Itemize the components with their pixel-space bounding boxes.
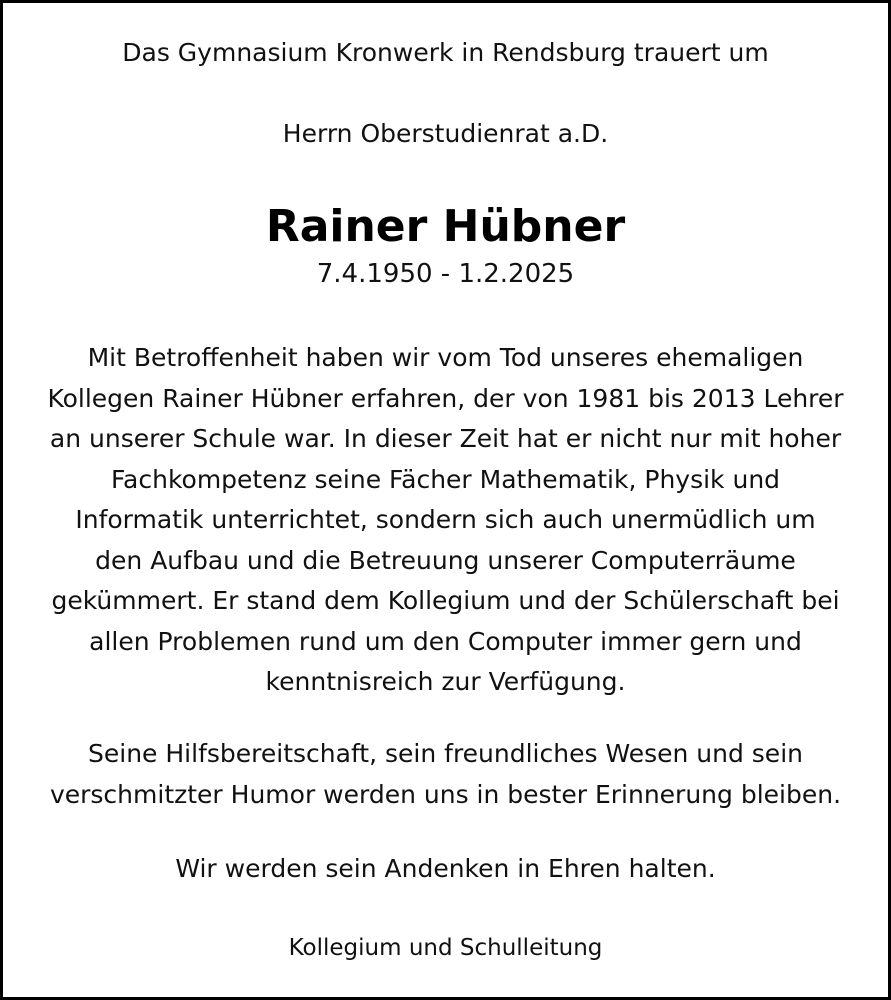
tribute-paragraph [3,338,888,703]
deceased-name: Rainer Hübner [265,201,626,252]
life-dates: 7.4.1950 - 1.2.2025 [316,259,575,289]
honorific-title: Herrn Oberstudienrat a.D. [282,119,609,148]
tribute-line: gekümmert. Er stand dem Kollegium und der Schülerschaft bei [51,586,840,615]
tribute-line: Mit Betroffenheit haben wir vom Tod unseres ehemaligen [87,343,804,372]
tribute-line: Fachkompetenz seine Fächer Mathematik, Physik und [110,464,781,494]
tribute-line: den Aufbau und die Betreuung unserer Computerräume [95,545,796,575]
tribute-line: Informatik unterrichtet, sondern sich auch unermüdlich um [75,505,816,534]
remembrance-line: verschmitzter Humor werden uns in bester Erinnerung bleiben. [49,779,842,809]
closing-line: Wir werden sein Andenken in Ehren halten. [175,854,716,883]
tribute-line: an unserer Schule war. In dieser Zeit hat er nicht nur mit hoher [49,424,842,453]
tribute-line: Kollegen Rainer Hübner erfahren, der von 1981 bis 2013 Lehrer [47,383,844,413]
tribute-line: kenntnisreich zur Verfügung. [265,667,626,696]
header-line: Das Gymnasium Kronwerk in Rendsburg trauert um [122,38,769,67]
signature-line: Kollegium und Schulleitung [288,935,603,961]
remembrance-line: Seine Hilfsbereitschaft, sein freundliches Wesen und sein [88,739,803,768]
remembrance-paragraph [3,734,888,815]
tribute-line: allen Problemen rund um den Computer immer gern und [89,626,802,656]
